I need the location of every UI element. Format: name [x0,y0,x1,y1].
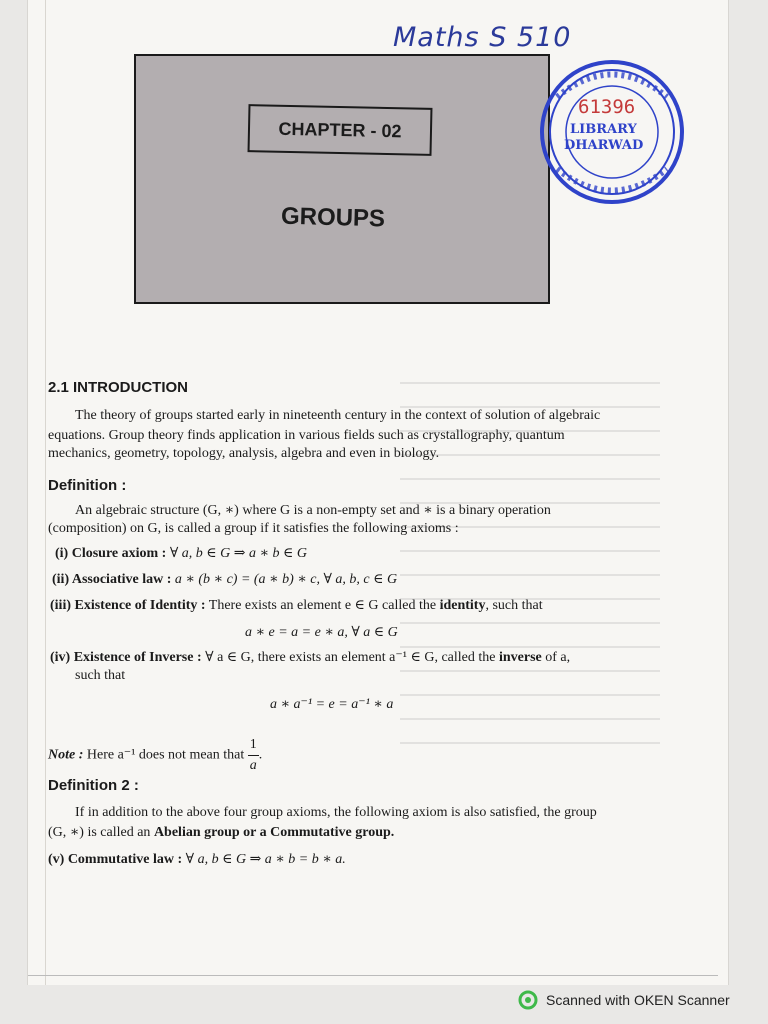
axiom-associative-label: (ii) Associative law : [52,572,172,587]
axiom-identity-text-a: There exists an element e ∈ G called the [208,598,437,613]
definition2-line-2 [48,825,394,841]
definition2-line-1: If in addition to the above four group axioms, the following axiom is also satisfied, the group [75,805,597,820]
definition2-heading: Definition 2 : [48,777,139,794]
intro-line-3: mechanics, geometry, topology, analysis, algebra and even in biology. [48,446,440,461]
note-fraction [248,735,259,776]
note-text: Here a⁻¹ does not mean that [86,747,245,763]
chapter-label: CHAPTER - 02 [278,118,402,141]
chapter-header-box [134,54,550,304]
axiom-identity-bold: identity [439,598,486,613]
note [48,735,262,776]
stamp-text-line2: DHARWAD [564,138,644,153]
definition2-line-2-text: (G, ∗) is called an [48,825,151,840]
axiom-inverse [50,650,570,666]
handwritten-note: Maths S 510 [393,22,572,53]
inverse-equation: a ∗ a⁻¹ = e = a⁻¹ ∗ a [270,697,394,712]
intro-line-1: The theory of groups started early in nineteenth century in the context of solution of algebraic [75,408,601,423]
page-bottom-edge [28,975,718,976]
section-heading: 2.1 INTRODUCTION [48,379,189,396]
note-end: . [258,747,263,763]
note-fraction-num: 1 [248,735,259,756]
axiom-closure-text: ∀ a, b ∈ G ⇒ a ∗ b ∈ G [169,546,307,561]
axiom-closure [55,546,307,562]
axiom-inverse-cont: such that [75,668,126,683]
chapter-label-box [248,104,433,156]
definition-heading: Definition : [48,477,127,494]
identity-equation: a ∗ e = a = e ∗ a, ∀ a ∈ G [245,625,398,640]
stamp-number: 61396 [578,96,636,118]
axiom-closure-label: (i) Closure axiom : [55,546,167,561]
axiom-inverse-label: (iv) Existence of Inverse : [50,650,202,665]
page-binding-line [45,0,46,985]
note-label: Note : [48,747,84,763]
stamp-text-line1: LIBRARY [570,122,637,137]
axiom-inverse-text-b: of a, [545,650,571,665]
axiom-commutative-text: ∀ a, b ∈ G ⇒ a ∗ b = b ∗ a. [185,852,346,867]
definition2-line-2-bold: Abelian group or a Commutative group. [153,825,395,840]
intro-line-2: equations. Group theory finds application in various fields such as crystallography, quantum [48,428,565,443]
scanner-logo-icon [518,990,538,1010]
axiom-identity-label: (iii) Existence of Identity : [50,598,206,613]
note-fraction-den: a [249,758,257,773]
axiom-inverse-bold: inverse [498,650,542,665]
chapter-title: GROUPS [280,202,386,233]
axiom-identity [50,598,543,614]
definition-line-2: (composition) on G, is called a group if it satisfies the following axioms : [48,521,459,536]
definition-line-1: An algebraic structure (G, ∗) where G is a non-empty set and ∗ is a binary operation [75,503,551,518]
axiom-inverse-text-a: ∀ a ∈ G, there exists an element a⁻¹ ∈ G, called the [205,650,496,665]
axiom-commutative-label: (v) Commutative law : [48,852,183,867]
axiom-associative-text: a ∗ (b ∗ c) = (a ∗ b) ∗ c, ∀ a, b, c ∈ G [174,572,398,587]
axiom-associative [52,572,397,588]
library-stamp [537,57,687,207]
axiom-commutative [48,852,346,868]
scanner-text: Scanned with OKEN Scanner [546,992,730,1008]
scanner-watermark [518,990,730,1010]
axiom-identity-text-b: , such that [485,598,543,613]
